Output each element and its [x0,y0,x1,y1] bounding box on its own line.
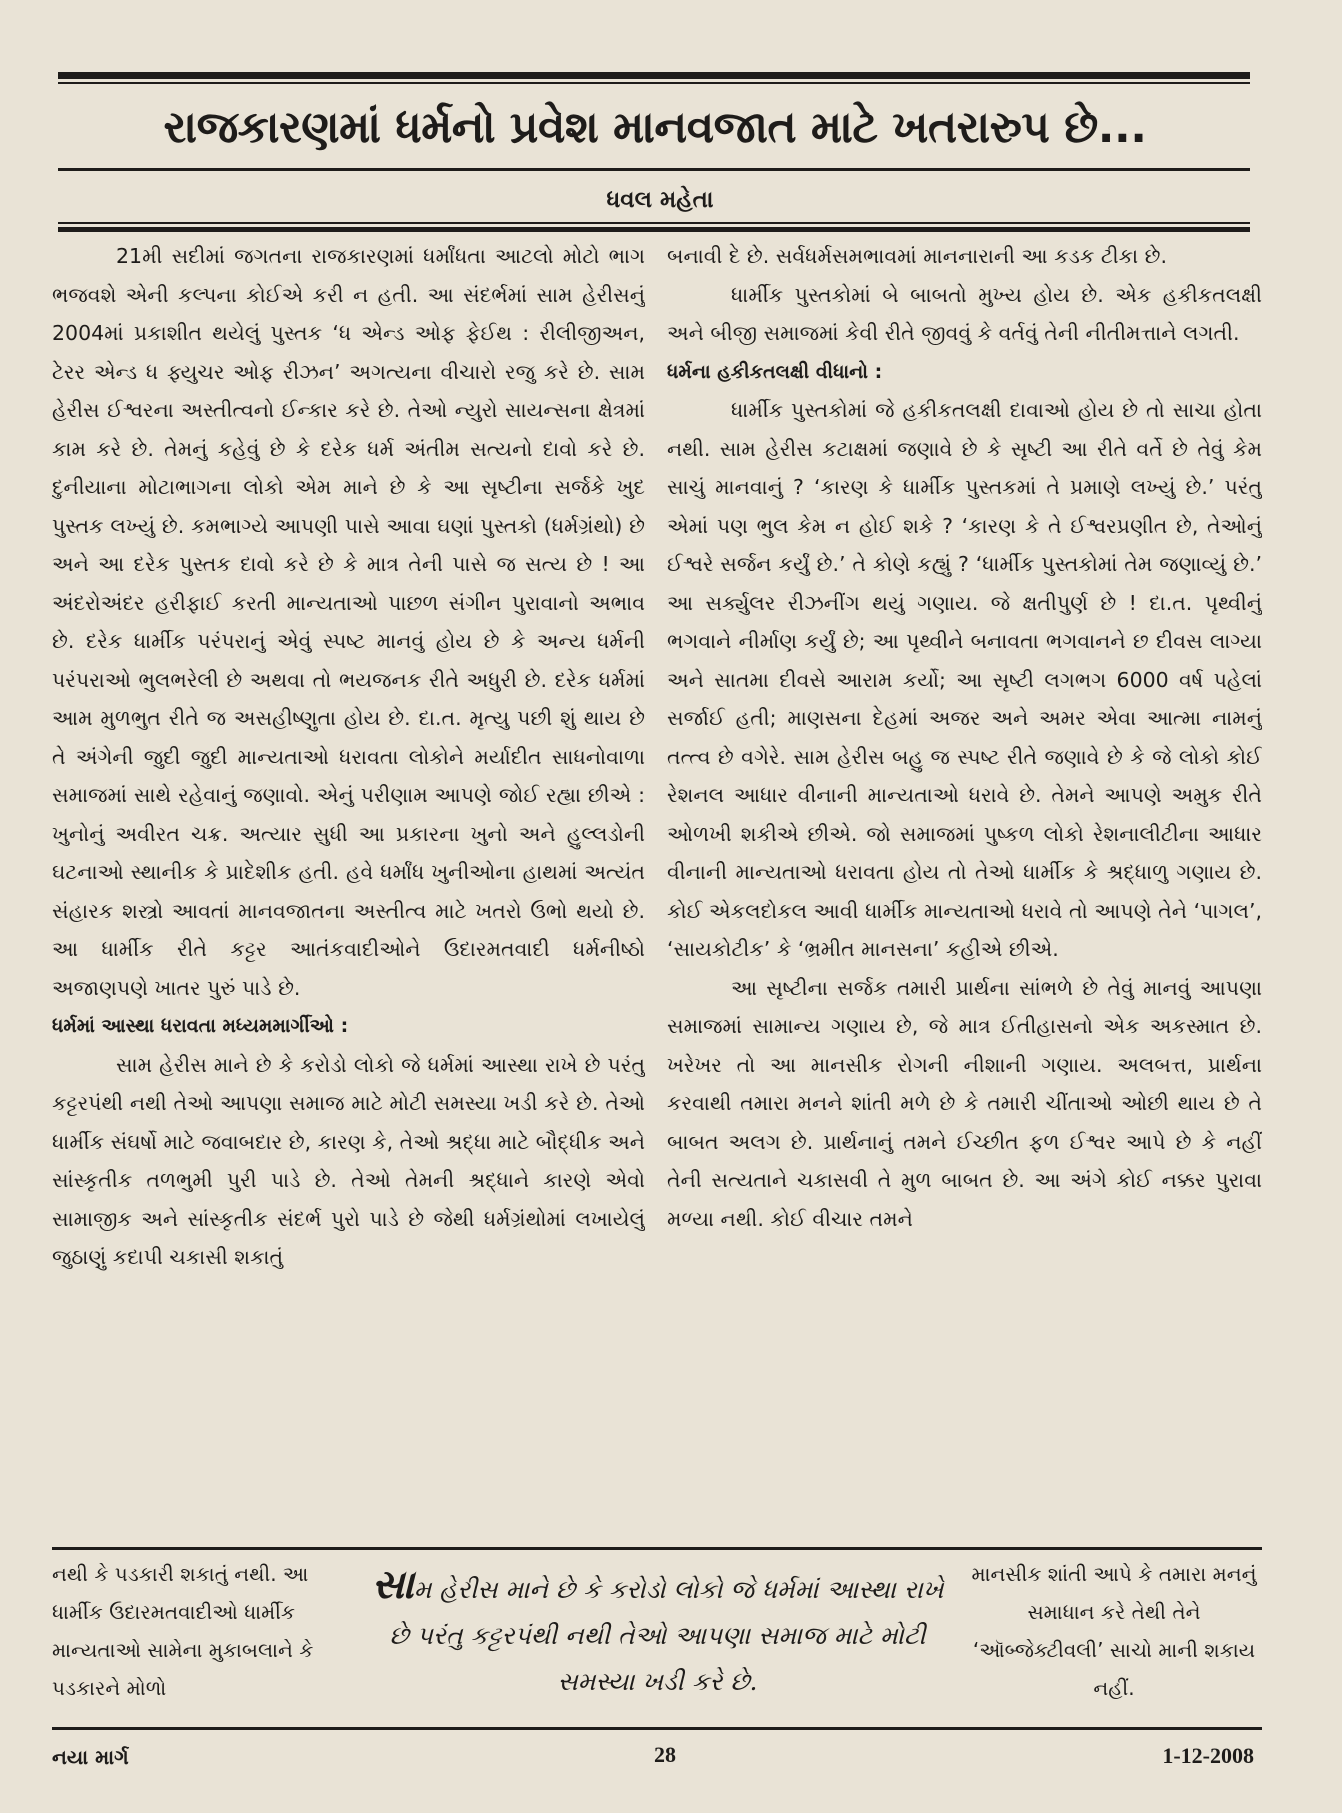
issue-date: 1-12-2008 [1162,1743,1254,1768]
left-paragraph-2: સામ હેરીસ માને છે કે કરોડો લોકો જે ધર્મમાં આસ્થા રાખે છે પરંતુ કટ્ટરપંથી નથી તેઓ આપણા સમાજ માટે મોટી સમસ્યા ખડી કરે છે. તેઓ ધાર્મીક સંઘર્ષો માટે જવાબદાર છે, કારણ કે, તેઓ શ્રદ્ધા માટે બૌદ્ધીક અને સાંસ્કૃતીક તળભુમી પુરી પાડે છે. તેઓ તેમની શ્રદ્ધાને કારણે એવો સામાજીક અને સાંસ્કૃતીક સંદર્ભ પુરો પાડે છે જેથી ધર્મગ્રંથોમાં લખાયેલું જુઠાણું કદાપી ચકાસી શકાતું [52,1052,645,1269]
footer-rule [52,1727,1262,1730]
left-paragraph-1: 21મી સદીમાં જગતના રાજકારણમાં ધર્માંધતા આટલો મોટો ભાગ ભજવશે એની કલ્પના કોઈએ કરી ન હતી. આ સંદર્ભમાં સામ હેરીસનું 2004માં પ્રકાશીત થયેલું પુસ્તક ‘ધ એન્ડ ઓફ ફેઈથ : રીલીજીઅન, ટેરર એન્ડ ધ ફ્યુચર ઓફ રીઝન’ અગત્યના વીચારો રજુ કરે છે. સામ હેરીસ ઈશ્વરના અસ્તીત્વનો ઈન્કાર કરે છે. તેઓ ન્યુરો સાયન્સના ક્ષેત્રમાં કામ કરે છે. તેમનું કહેવું છે કે દરેક ધર્મ અંતીમ સત્યનો દાવો કરે છે. દુનીયાના મોટાભાગના લોકો એમ માને છે કે આ સૃષ્ટીના સર્જકે ખુદ પુસ્તક લખ્યું છે. કમભાગ્યે આપણી પાસે આવા ઘણાં પુસ્તકો (ધર્મગ્રંથો) છે અને આ દરેક પુસ્તક દાવો કરે છે કે માત્ર તેની પાસે જ સત્ય છે ! આ અંદરોઅંદર હરીફાઈ કરતી માન્યતાઓ પાછળ સંગીન પુરાવાનો અભાવ છે. દરેક ધાર્મીક પરંપરાનું એવું સ્પષ્ટ માનવું હોય છે કે અન્ય ધર્મની પરંપરાઓ ભુલભરેલી છે અથવા તો ભયજનક રીતે અધુરી છે. દરેક ધર્મમાં આમ મુળભુત રીતે જ અસહીષ્ણુતા હોય છે. દા.ત. મૃત્યુ પછી શું થાય છે તે અંગેની જુદી જુદી માન્યતાઓ ધરાવતા લોકોને મર્યાદીત સાધનોવાળા સમાજમાં સાથે રહેવાનું જણાવો. એનું પરીણામ આપણે જોઈ રહ્યા છીએ : ખુનોનું અવીરત ચક્ર. અત્યાર સુધી આ પ્રકારના ખુનો અને હુલ્લડોની ઘટનાઓ સ્થાનીક કે પ્રાદેશીક હતી. હવે ધર્માંધ ખુનીઓના હાથમાં અત્યંત સંહારક શસ્ત્રો આવતાં માનવજાતના અસ્તીત્વ માટે ખતરો ઉભો થયો છે. આ ધાર્મીક રીતે કટ્ટર આતંકવાદીઓને ઉદારમતવાદી ધર્મનીષ્ઠો અજાણપણે ખાતર પુરું પાડે છે. [52,244,645,1000]
right-column [667,237,1262,1542]
article-title: રાજકારણમાં ધર્મનો પ્રવેશ માનવજાત માટે ખતરારુપ છે... [163,102,1147,153]
bottom-left-paragraph: નથી કે પડકારી શકાતું નથી. આ ધાર્મીક ઉદારમતવાદીઓ ધાર્મીક માન્યતાઓ સામેના મુકાબલાને કે પડકારને મોળો [52,1562,314,1700]
top-thick-rule [58,72,1250,79]
left-subheading: ધર્મમાં આસ્થા ધરાવતા મધ્યમમાર્ગીઓ : [52,1015,349,1037]
bottom-left-text [52,1555,352,1715]
right-paragraph-1: ધાર્મીક પુસ્તકોમાં બે બાબતો મુખ્ય હોય છે. એક હકીકતલક્ષી અને બીજી સમાજમાં કેવી રીતે જીવવું કે વર્તવું તેની નીતીમત્તાને લગતી. [667,282,1262,345]
byline-thin-rule [58,222,1250,224]
title-bottom-rule [58,168,1250,171]
article-author: ધવલ મહેતા [606,187,714,213]
bottom-right-text [968,1555,1260,1715]
pull-quote [360,1562,955,1712]
publication-name: નયા માર્ગ [52,1745,129,1769]
left-column [52,237,645,1542]
right-subheading: ધર્મના હકીકતલક્ષી વીધાનો : [667,360,883,383]
right-paragraph-3: આ સૃષ્ટીના સર્જક તમારી પ્રાર્થના સાંભળે છે તેવું માનવું આપણા સમાજમાં સામાન્ય ગણાય છે, જે માત્ર ઈતીહાસનો એક અકસ્માત છે. ખરેખર તો આ માનસીક રોગની નીશાની ગણાય. અલબત્ત, પ્રાર્થના કરવાથી તમારા મનને શાંતી મળે છે કે તમારી ચીંતાઓ ઓછી થાય છે તે બાબત અલગ છે. પ્રાર્થનાનું તમને ઈચ્છીત ફળ ઈશ્વર આપે છે કે નહીં તેની સત્યતાને ચકાસવી તે મુળ બાબત છે. આ અંગે કોઈ નક્કર પુરાવા મળ્યા નથી. કોઈ વીચાર તમને [667,975,1262,1231]
pull-quote-text: મ હેરીસ માને છે કે કરોડો લોકો જે ધર્મમાં આસ્થા રાખે છે પરંતુ કટ્ટરપંથી નથી તેઓ આપણા સમાજ માટે મોટી સમસ્યા ખડી કરે છે. [389,1575,944,1696]
right-paragraph-0: બનાવી દે છે. સર્વધર્મસમભાવમાં માનનારાની આ કડક ટીકા છે. [667,244,1168,268]
pull-quote-dropcap: સા [371,1561,414,1608]
right-paragraph-2: ધાર્મીક પુસ્તકોમાં જે હકીકતલક્ષી દાવાઓ હોય છે તો સાચા હોતા નથી. સામ હેરીસ કટાક્ષમાં જણાવે છે કે સૃષ્ટી આ રીતે વર્તે છે તેવું કેમ સાચું માનવાનું ? ‘કારણ કે ધાર્મીક પુસ્તકમાં તે પ્રમાણે લખ્યું છે.’ પરંતુ એમાં પણ ભુલ કેમ ન હોઈ શકે ? ‘કારણ કે તે ઈશ્વરપ્રણીત છે, તેઓનું ઈશ્વરે સર્જન કર્યું છે.’ તે કોણે કહ્યું ? ‘ધાર્મીક પુસ્તકોમાં તેમ જણાવ્યું છે.’ આ સર્ક્યુલર રીઝનીંગ થયું ગણાય. જે ક્ષતીપુર્ણ છે ! દા.ત. પૃથ્વીનું ભગવાને નીર્માણ કર્યું છે; આ પૃથ્વીને બનાવતા ભગવાનને છ દીવસ લાગ્યા અને સાતમા દીવસે આરામ કર્યો; આ સૃષ્ટી લગભગ 6000 વર્ષ પહેલાં સર્જાઈ હતી; માણસના દેહમાં અજર અને અમર એવા આત્મા નામનું તત્ત્વ છે વગેરે. સામ હેરીસ બહુ જ સ્પષ્ટ રીતે જણાવે છે કે જે લોકો કોઈ રેશનલ આધાર વીનાની માન્યતાઓ ધરાવે છે. તેમને આપણે અમુક રીતે ઓળખી શકીએ છીએ. જો સમાજમાં પુષ્કળ લોકો રેશનાલીટીના આધાર વીનાની માન્યતાઓ ધરાવતા હોય તો તેઓ ધાર્મીક કે શ્રદ્ધાળુ ગણાય છે. કોઈ એકલદોકલ આવી ધાર્મીક માન્યતાઓ ધરાવે તો આપણે તેને ‘પાગલ’, ‘સાયકોટીક’ કે ‘ભ્રમીત માનસના’ કહીએ છીએ. [667,398,1262,961]
top-thin-rule [58,82,1250,84]
byline-thick-rule [58,227,1250,232]
pullquote-top-rule [52,1547,1262,1550]
bottom-right-paragraph: માનસીક શાંતી આપે કે તમારા મનનું સમાધાન કરે તેથી તેને ‘ઑબ્જેક્ટીવલી’ સાચો માની શકાય નહીં. [971,1562,1257,1700]
page-number: 28 [654,1742,676,1767]
